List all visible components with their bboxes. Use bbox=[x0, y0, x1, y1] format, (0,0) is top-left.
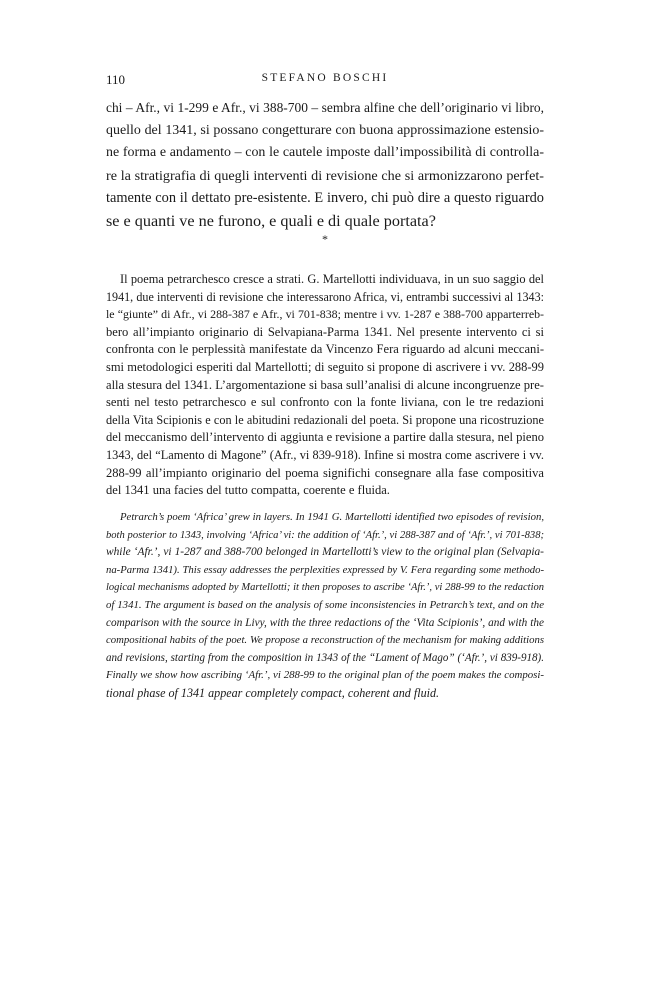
abstract-line: del 1341 una facies del tutto compatta, coerente e fluida. bbox=[106, 483, 390, 498]
abstract-line: while ‘Afr.’, vi 1-287 and 388-700 belonged in Martellotti’s view to the original plan (Selvapia- bbox=[106, 546, 544, 559]
abstract-line: Il poema petrarchesco cresce a strati. G. Martellotti individuava, in un suo saggio del bbox=[120, 272, 544, 286]
abstract-line: della Vita Scipionis e con le abitudini redazionali del poeta. Si propone una ricostruzione bbox=[106, 412, 544, 427]
abstract-line: 1343, del “Lamento di Magone” (Afr., vi 839-918). Infine si mostra come ascrivere i vv. bbox=[106, 447, 544, 462]
abstract-line: of 1341. The argument is based on the analysis of some inconsistencies in Petrarch’s text, and on the bbox=[106, 598, 544, 611]
abstract-line: both posterior to 1343, involving ‘Africa’ vi: the addition of ‘Afr.’, vi 288-387 and of ‘Afr.’, vi 701-838; bbox=[106, 529, 544, 541]
abstract-line: na-Parma 1341). This essay addresses the perplexities expressed by V. Fera regarding some methodo- bbox=[106, 563, 544, 576]
abstract-english bbox=[106, 509, 544, 703]
abstract-line: senti nel testo petrarchesco e sul confronto con la fonte liviana, con le tre redazioni bbox=[106, 395, 544, 410]
abstract-line: le “giunte” di Afr., vi 288-387 e Afr., vi 701-838; mentre i vv. 1-287 e 388-700 apparterreb- bbox=[106, 307, 544, 322]
abstract-line: bero all’impianto originario di Selvapiana-Parma 1341. Nel presente intervento ci si bbox=[106, 324, 544, 339]
abstract-line: Finally we show how ascribing ‘Afr.’, vi 288-99 to the original plan of the poem makes the composi- bbox=[106, 669, 544, 682]
page-number: 110 bbox=[106, 72, 126, 87]
abstract-line: 288-99 all’impianto originario del poema significhi consegnare alla fase compositiva bbox=[106, 465, 544, 480]
abstract-line: compositional habits of the poet. We propose a reconstruction of the mechanism for making additions bbox=[106, 634, 544, 647]
body-line: quello del 1341, si possano congetturare con buona approssimazione estensio- bbox=[106, 122, 544, 138]
body-line: se e quanti ve ne furono, e quali e di quale portata? bbox=[106, 211, 436, 230]
body-line: re la stratigrafia di quegli interventi di revisione che si armonizzarono perfet- bbox=[106, 167, 544, 184]
body-line: ne forma e andamento – con le cautele imposte dall’impossibilità di controlla- bbox=[106, 145, 544, 161]
body-line: tamente con il dettato pre-esistente. E invero, chi può dire a questo riguardo bbox=[106, 190, 544, 207]
abstract-italian bbox=[106, 271, 544, 500]
abstract-line: alla stesura del 1341. L’argomentazione si basa sull’analisi di alcune incongruenze pre- bbox=[106, 377, 544, 392]
abstract-line: logical mechanisms adopted by Martellotti; it then proposes to ascribe ‘Afr.’, vi 288-99 to the redaction bbox=[106, 582, 544, 594]
abstract-line: tional phase of 1341 appear completely compact, coherent and fluid. bbox=[106, 685, 440, 700]
body-line: chi – Afr., vi 1-299 e Afr., vi 388-700 – sembra alfine che dell’originario vi libro, bbox=[106, 100, 544, 115]
abstract-line: smi metodologici esperiti dal Martellotti; di seguito si propone di ascrivere i vv. 288-99 bbox=[106, 359, 544, 374]
running-head: STEFANO BOSCHI bbox=[261, 72, 389, 84]
abstract-line: Petrarch’s poem ‘Africa’ grew in layers. In 1941 G. Martellotti identified two episodes of revision, bbox=[120, 511, 544, 523]
abstract-line: confronta con le perplessità manifestate da Vincenzo Fera riguardo ad alcuni meccani- bbox=[106, 342, 544, 357]
section-separator: * bbox=[322, 232, 328, 246]
abstract-line: and revisions, starting from the composition in 1343 of the “Lament of Mago” (‘Afr.’, vi 839-918). bbox=[106, 651, 544, 664]
abstract-line: 1941, due interventi di revisione che interessarono Africa, vi, entrambi successivi al 1343: bbox=[106, 289, 544, 304]
body-paragraph bbox=[106, 97, 544, 233]
abstract-line: del meccanismo dell’intervento di aggiunta e revisione a partire dalla stesura, nel pieno bbox=[106, 430, 544, 445]
abstract-line: comparison with the source in Livy, with the three redactions of the ‘Vita Scipionis’, and with the bbox=[106, 616, 544, 629]
